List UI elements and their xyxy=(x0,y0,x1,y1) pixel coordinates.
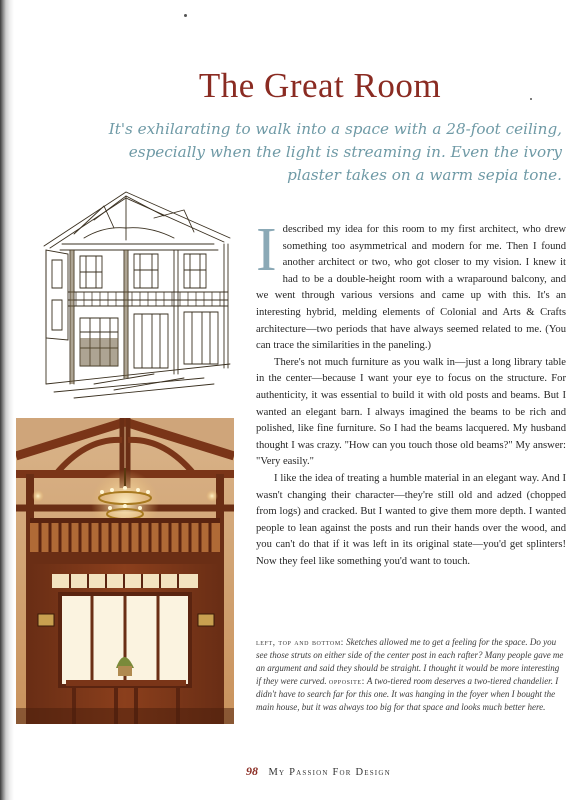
page-title: The Great Room xyxy=(198,66,442,105)
page-number: 98 xyxy=(246,764,258,778)
print-speck xyxy=(530,98,532,100)
subtitle-pull-quote: It's exhilarating to walk into a space with a 28-foot ceiling, especially when the light is streaming in. Even the ivory plaster takes on a warm sepia tone. xyxy=(108,120,562,184)
caption-text-left: Sketches allowed me to get a feeling for the space. Do you see those struts on either side of the center post in each rafter? Many people gave me an argument and said they should be straight. I thought it would be more interesting if they were curved. xyxy=(256,637,564,686)
print-speck xyxy=(184,14,187,17)
body-paragraph-2: There's not much furniture as you walk in—just a long library table in the center—because I want your eye to focus on the structure. For authenticity, it was essential to build it with old posts and beams. But I wanted an elegant barn. I always imagined the beams to be rich and polished, like fine furniture. So I had the beams lacquered. My husband thought I was crazy. "How can you touch those old beams?" My answer: "Very easily." xyxy=(256,356,566,468)
drop-cap: I xyxy=(256,216,277,284)
caption-text-opposite: A two-tiered room deserves a two-tiered chandelier. I didn't have to search far for this one. It was hanging in the foyer when I bought the main house, but it was always too big for that space and looks much better here. xyxy=(256,676,559,712)
great-room-photo-image xyxy=(16,418,234,724)
body-paragraph-1 xyxy=(256,216,566,355)
book-binding-shadow xyxy=(0,0,14,800)
body-paragraph-3: I like the idea of treating a humble material in an elegant way. And I wasn't changing their character—they're still old and adzed (chopped from logs) and cracked. But I wanted to give them more depth. I wanted people to lean against the posts and run their hands over the wood, and you can't do that if it was left in its original state—you'd get splinters! Now they feel like something you'd want to touch. xyxy=(256,472,566,567)
running-head: My Passion For Design xyxy=(268,767,391,778)
body-paragraph-1-text: described my idea for this room to my first architect, who drew something too asymmetrical and modern for me. Then I found another architect or two, who got closer to my vision. I knew it had to be a double-height room with a wraparound balcony, and we went through various versions and came up with this. It's an interesting hybrid, melding elements of Colonial and Arts & Crafts architecture—two periods that have always seemed related to me. (You can trace the similarities in the paneling.) xyxy=(256,224,566,352)
caption-label-left: left, top and bottom: xyxy=(256,637,344,647)
caption-label-opposite: opposite: xyxy=(328,676,365,686)
article-body xyxy=(256,216,566,570)
image-caption xyxy=(256,636,564,714)
great-room-sketch-image xyxy=(34,188,238,402)
page-footer xyxy=(246,764,506,779)
